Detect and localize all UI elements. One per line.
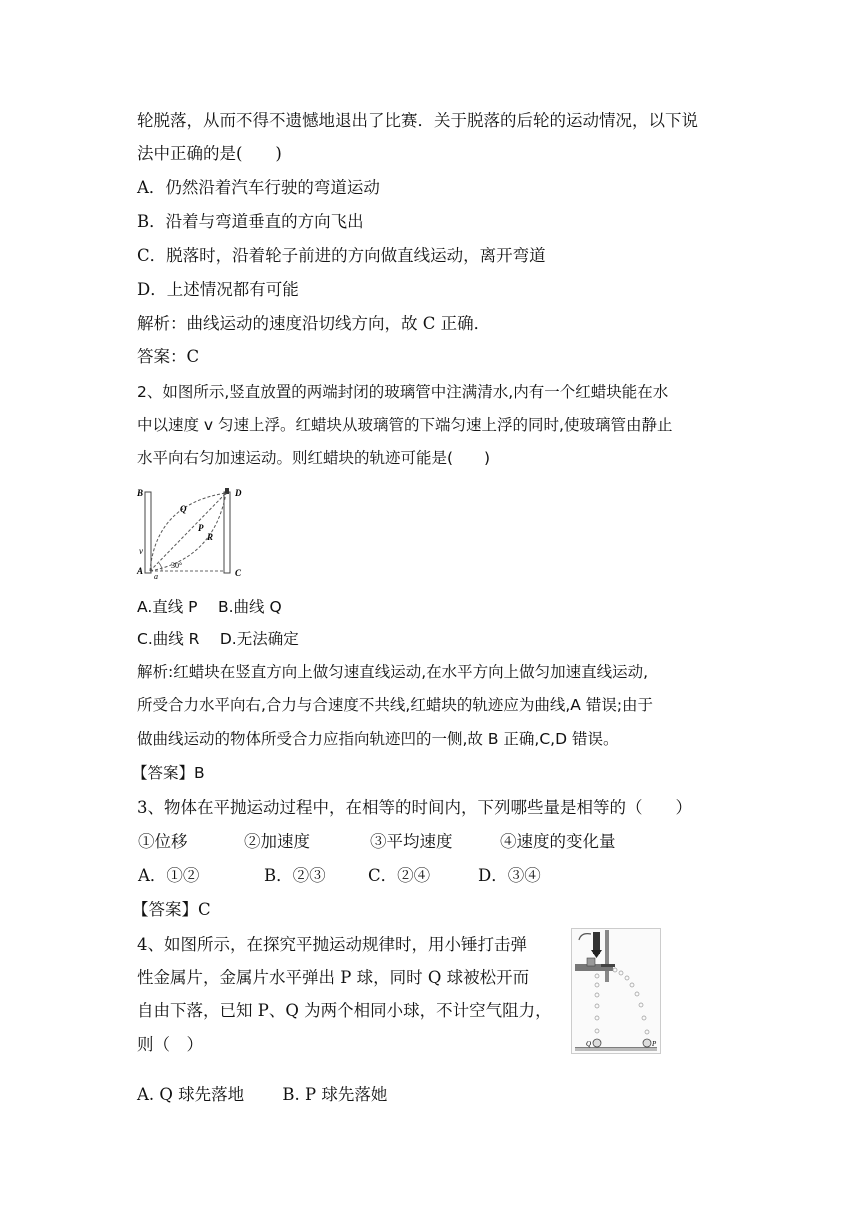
q4-stem-line-3: 自由下落，已知 P、Q 为两个相同小球，不计空气阻力， — [137, 1001, 552, 1020]
q1-option-a: A．仍然沿着汽车行驶的弯道运动 — [137, 178, 380, 197]
angle-arc — [159, 563, 162, 571]
q4-stem-line-4: 则（ ） — [137, 1035, 203, 1054]
label-angle: 30° — [171, 561, 183, 570]
q3-option-a: A．①② — [138, 866, 200, 885]
q1-option-d: D．上述情况都有可能 — [137, 280, 299, 299]
q3-answer: 【答案】C — [132, 900, 211, 919]
right-tube — [224, 492, 230, 573]
q3-item-4: ④速度的变化量 — [500, 832, 616, 851]
label-q: Q — [586, 1040, 592, 1048]
q2-options-row-1: A.直线 P B.曲线 Q — [137, 598, 282, 616]
label-b: B — [137, 488, 144, 498]
q2-analysis-line-2: 所受合力水平向右,合力与合速度不共线,红蜡块的轨迹应为曲线,A 错误;由于 — [137, 696, 654, 714]
q2-stem-line-1: 2、如图所示,竖直放置的两端封闭的玻璃管中注满清水,内有一个红蜡块能在水 — [137, 383, 669, 401]
q1-answer: 答案：C — [137, 347, 200, 366]
q2-analysis-line-1: 解析:红蜡块在竖直方向上做匀速直线运动,在水平方向上做匀加速直线运动, — [137, 663, 649, 681]
label-c: C — [235, 568, 242, 578]
label-a-point: A — [137, 566, 144, 576]
label-p: P — [652, 1040, 657, 1048]
q2-options-row-2: C.曲线 R D.无法确定 — [137, 630, 299, 648]
left-tube — [145, 492, 151, 573]
q3-item-2: ②加速度 — [244, 832, 310, 851]
q1-stem-line-2: 法中正确的是( ) — [137, 144, 282, 163]
label-v: v — [139, 546, 143, 556]
q2-answer: 【答案】B — [132, 764, 205, 782]
q3-stem: 3、物体在平抛运动过程中，在相等的时间内，下列哪些量是相等的（ ） — [137, 798, 692, 817]
q1-option-c: C．脱落时，沿着轮子前进的方向做直线运动，离开弯道 — [137, 246, 546, 265]
label-a-small: a — [154, 572, 158, 580]
q4-apparatus-figure — [571, 928, 661, 1054]
label-p: P — [198, 523, 204, 533]
q1-option-b: B．沿着与弯道垂直的方向飞出 — [137, 212, 364, 231]
q4-stem-line-1: 4、如图所示，在探究平抛运动规律时，用小锤打击弹 — [137, 935, 527, 954]
q1-stem-line-1: 轮脱落，从而不得不遗憾地退出了比赛．关于脱落的后轮的运动情况，以下说 — [137, 111, 698, 130]
label-d: D — [235, 488, 242, 498]
label-r: R — [207, 532, 214, 542]
q2-stem-line-3: 水平向右匀加速运动。则红蜡块的轨迹可能是( ) — [137, 449, 491, 467]
q3-item-1: ①位移 — [138, 832, 188, 851]
label-q: Q — [180, 504, 187, 514]
q3-option-c: C．②④ — [368, 866, 431, 885]
q1-analysis: 解析：曲线运动的速度沿切线方向，故 C 正确． — [137, 314, 491, 333]
q2-stem-line-2: 中以速度 v 匀速上浮。红蜡块从玻璃管的下端匀速上浮的同时,使玻璃管由静止 — [137, 416, 673, 434]
q2-analysis-line-3: 做曲线运动的物体所受合力应指向轨迹凹的一侧,故 B 正确,C,D 错误。 — [137, 730, 619, 748]
q2-tube-figure — [134, 484, 252, 580]
q3-option-d: D．③④ — [478, 866, 541, 885]
q3-option-b: B．②③ — [264, 866, 326, 885]
q3-item-3: ③平均速度 — [370, 832, 453, 851]
q4-stem-line-2: 性金属片，金属片水平弹出 P 球，同时 Q 球被松开而 — [137, 968, 530, 987]
q4-options-row-1: A. Q 球先落地 B. P 球先落她 — [137, 1085, 388, 1104]
